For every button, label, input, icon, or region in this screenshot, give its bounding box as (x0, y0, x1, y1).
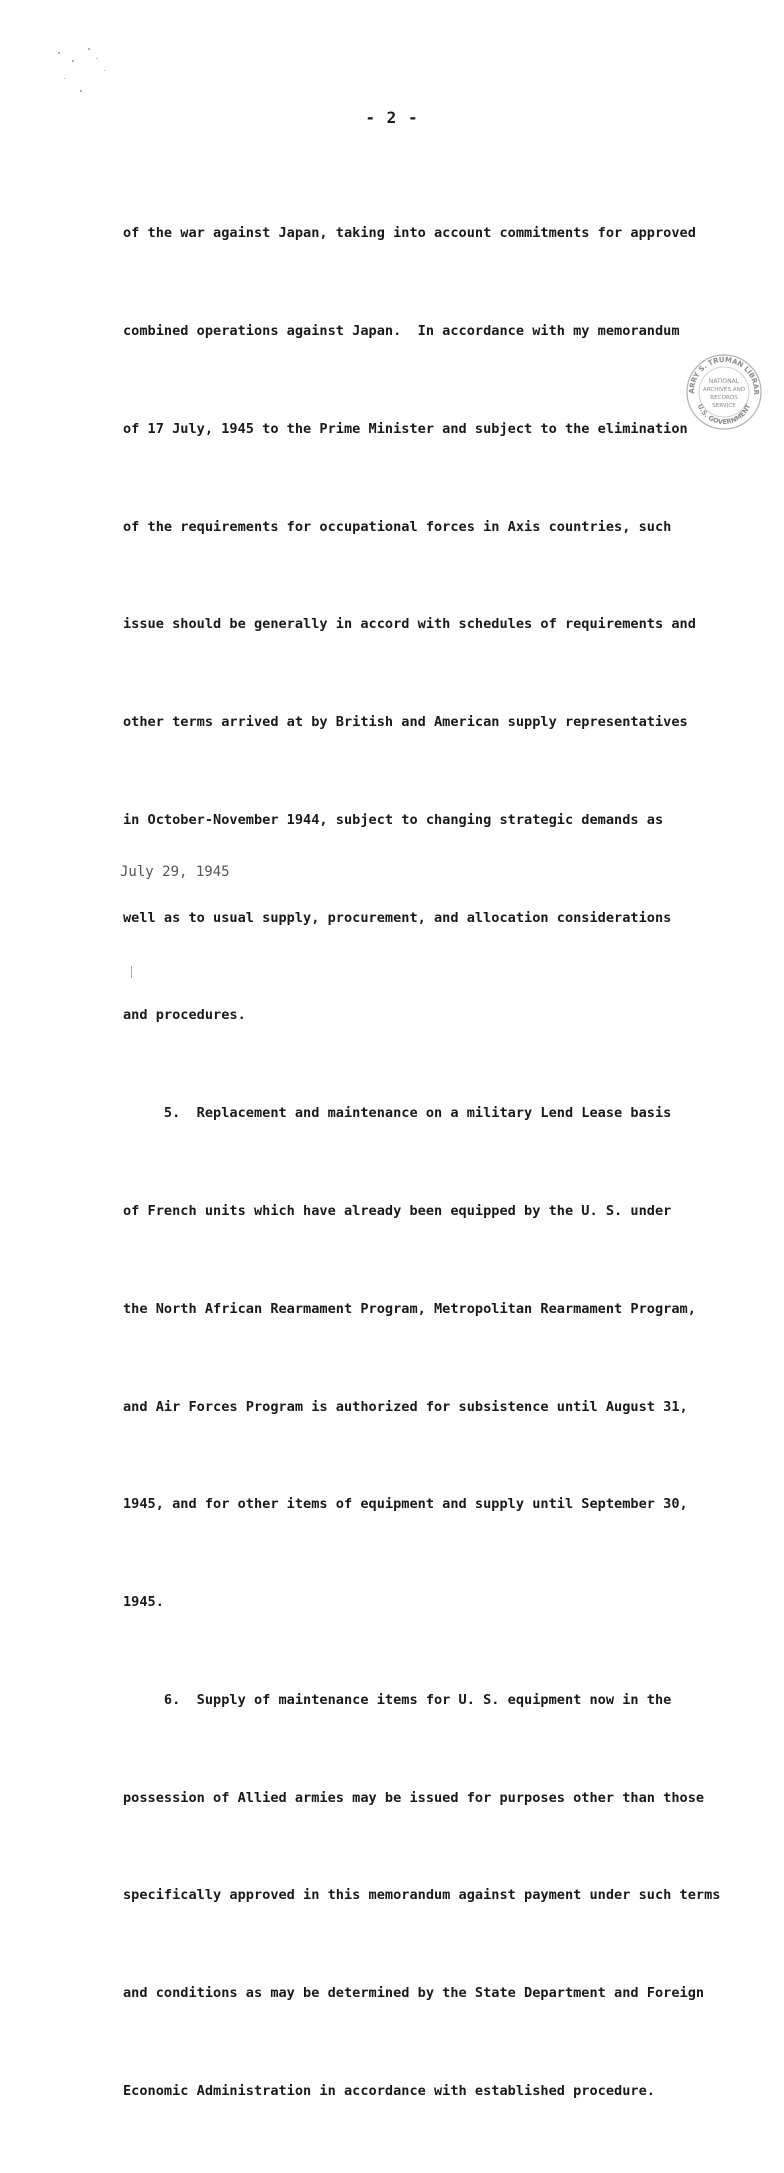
body-line: of French units which have already been equipped by the U. S. under (123, 1203, 672, 1219)
stamp-line-4: SERVICE (712, 403, 736, 409)
stamp-top-text: ARRY S. TRUMAN LIBRAR (687, 355, 761, 395)
stamp-bottom-text: U.S. GOVERNMENT (695, 402, 753, 427)
stamp-line-3: RECORDS (710, 395, 738, 401)
scan-speck (104, 70, 105, 71)
archives-stamp-seal (684, 352, 764, 432)
scan-speck (64, 78, 65, 79)
scan-speck (88, 48, 90, 50)
scan-speck (96, 58, 97, 59)
body-line: the North African Rearmament Program, Metropolitan Rearmament Program, (123, 1300, 696, 1317)
body-line: 1945, and for other items of equipment and supply until September 30, (123, 1496, 688, 1513)
body-line: of 17 July, 1945 to the Prime Minister and subject to the elimination (123, 420, 688, 437)
body-line: and conditions as may be determined by the State Department and Foreign (123, 1985, 705, 2002)
body-line: of the requirements for occupational forces in Axis countries, such (123, 518, 672, 535)
body-line: in October-November 1944, subject to changing strategic demands as (123, 811, 664, 828)
body-line: other terms arrived at by British and American supply representatives (123, 714, 688, 731)
body-line: issue should be generally in accord with schedules of requirements and (123, 616, 696, 633)
stamp-line-1: NATIONAL (708, 378, 740, 385)
document-date: July 29, 1945 (120, 864, 230, 880)
memorandum-body (123, 152, 723, 2173)
body-line: combined operations against Japan. In accordance with my memorandum (123, 322, 680, 339)
scan-speck (58, 52, 60, 54)
body-line: and Air Forces Program is authorized for subsistence until August 31, (123, 1398, 688, 1415)
archives-stamp (684, 352, 764, 432)
body-line: Economic Administration in accordance with established procedure. (123, 2083, 655, 2100)
scan-mark (131, 966, 132, 978)
scan-speck (80, 90, 82, 92)
body-line: 5. Replacement and maintenance on a military Lend Lease basis (123, 1105, 672, 1122)
body-line: of the war against Japan, taking into account commitments for approved (123, 225, 696, 242)
scan-speck (72, 60, 74, 62)
body-line: specifically approved in this memorandum against payment under such terms (123, 1887, 721, 1904)
body-line: possession of Allied armies may be issued for purposes other than those (123, 1789, 705, 1806)
body-line: 1945. (123, 1594, 164, 1611)
page-number: - 2 - (365, 108, 419, 127)
stamp-line-2: ARCHIVES AND (702, 387, 746, 393)
body-line: and procedures. (123, 1007, 246, 1024)
body-line: well as to usual supply, procurement, and allocation considerations (123, 909, 672, 926)
body-line: 6. Supply of maintenance items for U. S. equipment now in the (123, 1691, 672, 1708)
